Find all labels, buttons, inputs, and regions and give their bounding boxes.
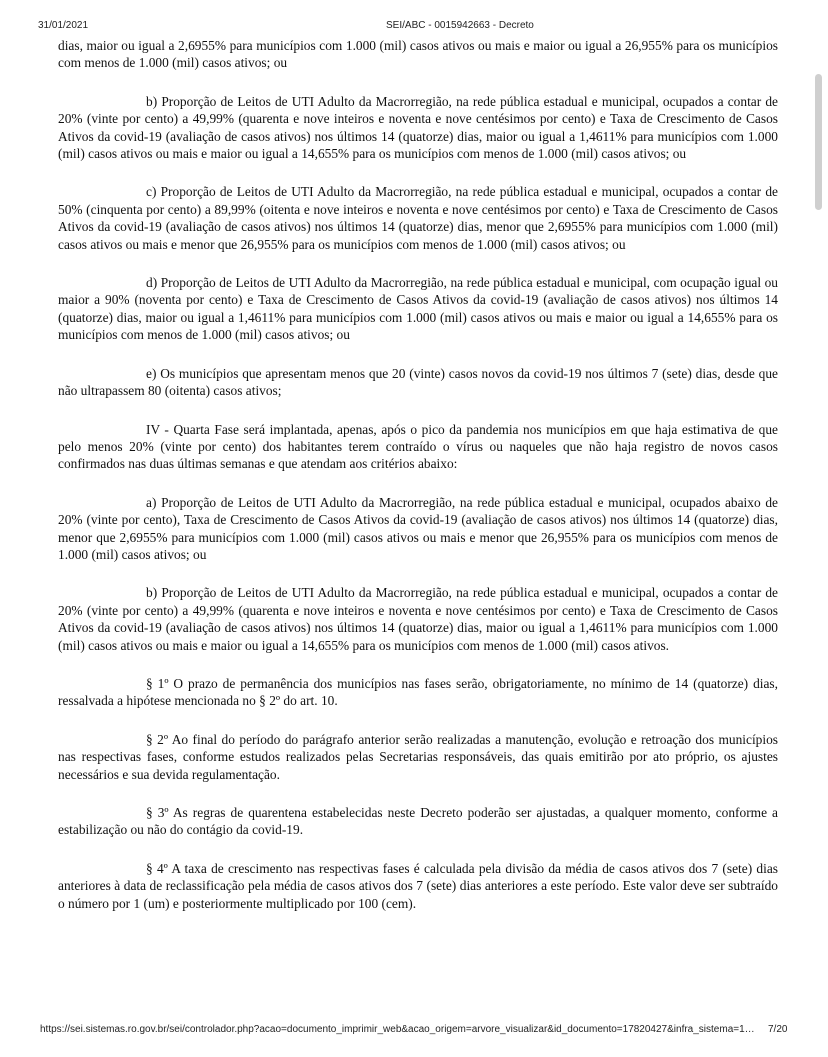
paragraph-section-3: § 3º As regras de quarentena estabelecidas neste Decreto poderão ser ajustadas, a qualquer momento, conforme a estabilização ou não do contágio da covid-19. xyxy=(58,805,778,838)
page-header xyxy=(0,20,828,34)
scrollbar-thumb[interactable] xyxy=(815,74,822,210)
paragraph-item-e: e) Os municípios que apresentam menos que 20 (vinte) casos novos da covid-19 nos últimos 7 (sete) dias, desde que não ultrapassem 80 (oitenta) casos ativos; xyxy=(58,365,778,399)
paragraph-item-c: c) Proporção de Leitos de UTI Adulto da Macrorregião, na rede pública estadual e municipal, ocupados a contar de 50% (cinquenta por cento) a 89,99% (oitenta e nove inteiros e noventa e nove centésimos por cento) e Taxa de Crescimento de Casos Ativos da covid-19 (avaliação de casos ativos) nos últimos 14 (quatorze) dias, menor que 2,6955% para municípios com 1.000 (mil) casos ativos ou mais e menor que 26,955% para os municípios com menos de 1.000 (mil) casos ativos; ou xyxy=(58,184,778,252)
document-id: SEI/ABC - 0015942663 - Decreto xyxy=(386,20,534,31)
paragraph-section-1: § 1º O prazo de permanência dos municípios nas fases serão, obrigatoriamente, no mínimo de 14 (quatorze) dias, ressalvada a hipótese mencionada no § 2º do art. 10. xyxy=(58,675,778,709)
document-body xyxy=(58,37,778,912)
footer-url: https://sei.sistemas.ro.gov.br/sei/controlador.php?acao=documento_imprimir_web&acao_origem=arvore_visualizar&id_documento=17820427&infra_sistema=1… xyxy=(40,1024,755,1035)
paragraph-section-4: § 4º A taxa de crescimento nas respectivas fases é calculada pela divisão da média de casos ativos dos 7 (sete) dias anteriores à data de reclassificação pela média de casos ativos dos 7 (sete) dias anteriores a este período. Este valor deve ser subtraído o número por 1 (um) e posteriormente multiplicado por 100 (cem). xyxy=(58,860,778,911)
paragraph-item-a: a) Proporção de Leitos de UTI Adulto da Macrorregião, na rede pública estadual e municipal, ocupados abaixo de 20% (vinte por cento), Taxa de Crescimento de Casos Ativos da covid-19 (avaliação de casos ativos) nos últimos 14 (quatorze) dias, menor que 2,6955% para municípios com 1.000 (mil) casos ativos ou mais e menor que 26,955% para os municípios com menos de 1.000 (mil) casos ativos; ou xyxy=(58,494,778,562)
paragraph-continuation: dias, maior ou igual a 2,6955% para municípios com 1.000 (mil) casos ativos ou mais e maior ou igual a 26,955% para os municípios com menos de 1.000 (mil) casos ativos; ou xyxy=(58,38,778,71)
print-date: 31/01/2021 xyxy=(38,20,89,31)
paragraph-phase-iv: IV - Quarta Fase será implantada, apenas, após o pico da pandemia nos municípios em que haja estimativa de que pelo menos 20% (vinte por cento) dos habitantes terem contraído o vírus ou naqueles que não haja registro de novos casos confirmados nas duas últimas semanas e que atendam aos critérios abaixo: xyxy=(58,421,778,472)
paragraph-section-2: § 2º Ao final do período do parágrafo anterior serão realizadas a manutenção, evolução e retroação dos municípios nas respectivas fases, conforme estudos realizados pelas Secretarias responsáveis, das quais emitirão por ato próprio, os ajustes necessários e sua devida regulamentação. xyxy=(58,731,778,782)
page-footer xyxy=(0,1024,828,1038)
paragraph-item-b: b) Proporção de Leitos de UTI Adulto da Macrorregião, na rede pública estadual e municipal, ocupados a contar de 20% (vinte por cento) a 49,99% (quarenta e nove inteiros e noventa e nove centésimos por cento) e Taxa de Crescimento de Casos Ativos da covid-19 (avaliação de casos ativos) nos últimos 14 (quatorze) dias, maior ou igual a 1,4611% para municípios com 1.000 (mil) casos ativos ou mais e maior ou igual a 14,655% para os municípios com menos de 1.000 (mil) casos ativos; ou xyxy=(58,93,778,162)
page-number: 7/20 xyxy=(768,1024,788,1035)
paragraph-item-b-2: b) Proporção de Leitos de UTI Adulto da Macrorregião, na rede pública estadual e municipal, ocupados a contar de 20% (vinte por cento) a 49,99% (quarenta e nove inteiros e noventa e nove centésimos por cento) e Taxa de Crescimento de Casos Ativos da covid-19 (avaliação de casos ativos) nos últimos 14 (quatorze) dias, maior ou igual a 1,4611% para municípios com 1.000 (mil) casos ativos ou mais e maior ou igual a 14,655% para os municípios com menos de 1.000 (mil) casos ativos. xyxy=(58,585,778,653)
paragraph-item-d: d) Proporção de Leitos de UTI Adulto da Macrorregião, na rede pública estadual e municipal, com ocupação igual ou maior a 90% (noventa por cento) e Taxa de Crescimento de Casos Ativos da covid-19 (avaliação de casos ativos) nos últimos 14 (quatorze) dias, maior ou igual a 1,4611% para municípios com 1.000 (mil) casos ativos ou mais e maior ou igual a 14,655% para os municípios com menos de 1.000 (mil) casos ativos; ou xyxy=(58,275,778,343)
